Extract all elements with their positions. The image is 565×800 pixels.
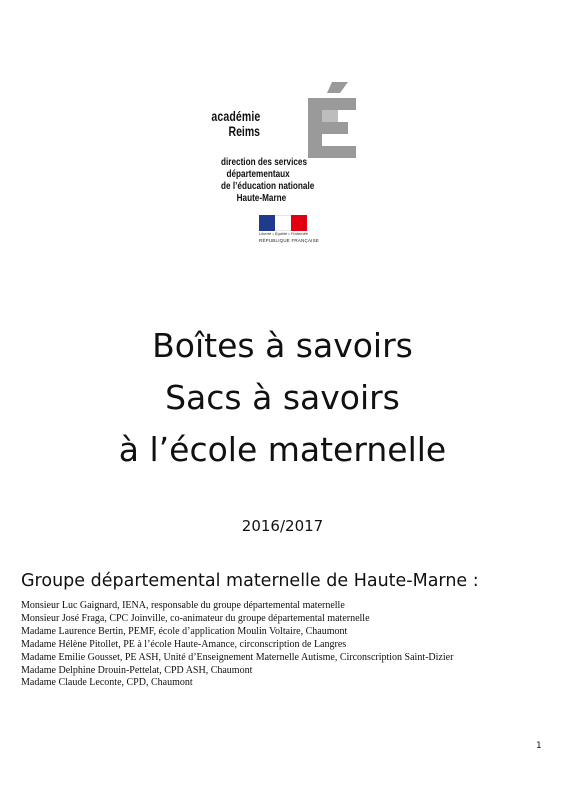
document-title — [0, 320, 565, 476]
member-item: Madame Hélène Pitollet, PE à l’école Haute-Amance, circonscription de Langres — [21, 638, 347, 650]
member-item: Madame Laurence Bertin, PEMF, école d’application Moulin Voltaire, Chaumont — [21, 625, 348, 637]
logo-dsden-line: Haute-Marne — [236, 192, 287, 204]
page-number: 1 — [536, 741, 542, 751]
logo-dsden-block — [221, 156, 341, 204]
flag-republic-text: RÉPUBLIQUE FRANÇAISE — [259, 238, 320, 243]
title-line-2: Sacs à savoirs — [165, 378, 400, 417]
group-members-list — [21, 600, 453, 690]
member-item: Madame Emilie Gousset, PE ASH, Unité d’Enseignement Maternelle Autisme, Circonscription Saint-Dizier — [21, 651, 454, 663]
member-item: Monsieur José Fraga, CPC Joinville, co-animateur du groupe départemental maternelle — [21, 612, 370, 624]
republique-francaise-marianne-logo — [259, 215, 320, 245]
logo-academie-text: académie — [210, 108, 260, 124]
logo-city-text: Reims — [228, 123, 260, 139]
flag-motto-text: Liberté • Égalité • Fraternité — [259, 231, 308, 236]
member-item: Monsieur Luc Gaignard, IENA, responsable du groupe départemental maternelle — [21, 600, 345, 611]
member-item: Madame Delphine Drouin-Pettelat, CPD ASH, Chaumont — [21, 664, 253, 676]
member-item: Madame Claude Leconte, CPD, Chaumont — [21, 677, 193, 689]
logo-dsden-line: direction des services — [221, 156, 308, 168]
group-heading: Groupe départemental maternelle de Haute-Marne : — [21, 571, 479, 591]
tricolor-flag-icon — [259, 215, 307, 231]
title-line-3: à l’école maternelle — [118, 430, 447, 469]
academie-logo — [210, 78, 368, 253]
school-year: 2016/2017 — [241, 517, 324, 535]
logo-dsden-line: de l’éducation nationale — [221, 180, 315, 192]
academie-e-emblem-icon — [308, 80, 358, 160]
title-line-1: Boîtes à savoirs — [152, 326, 413, 365]
logo-dsden-line: départementaux — [226, 168, 290, 180]
